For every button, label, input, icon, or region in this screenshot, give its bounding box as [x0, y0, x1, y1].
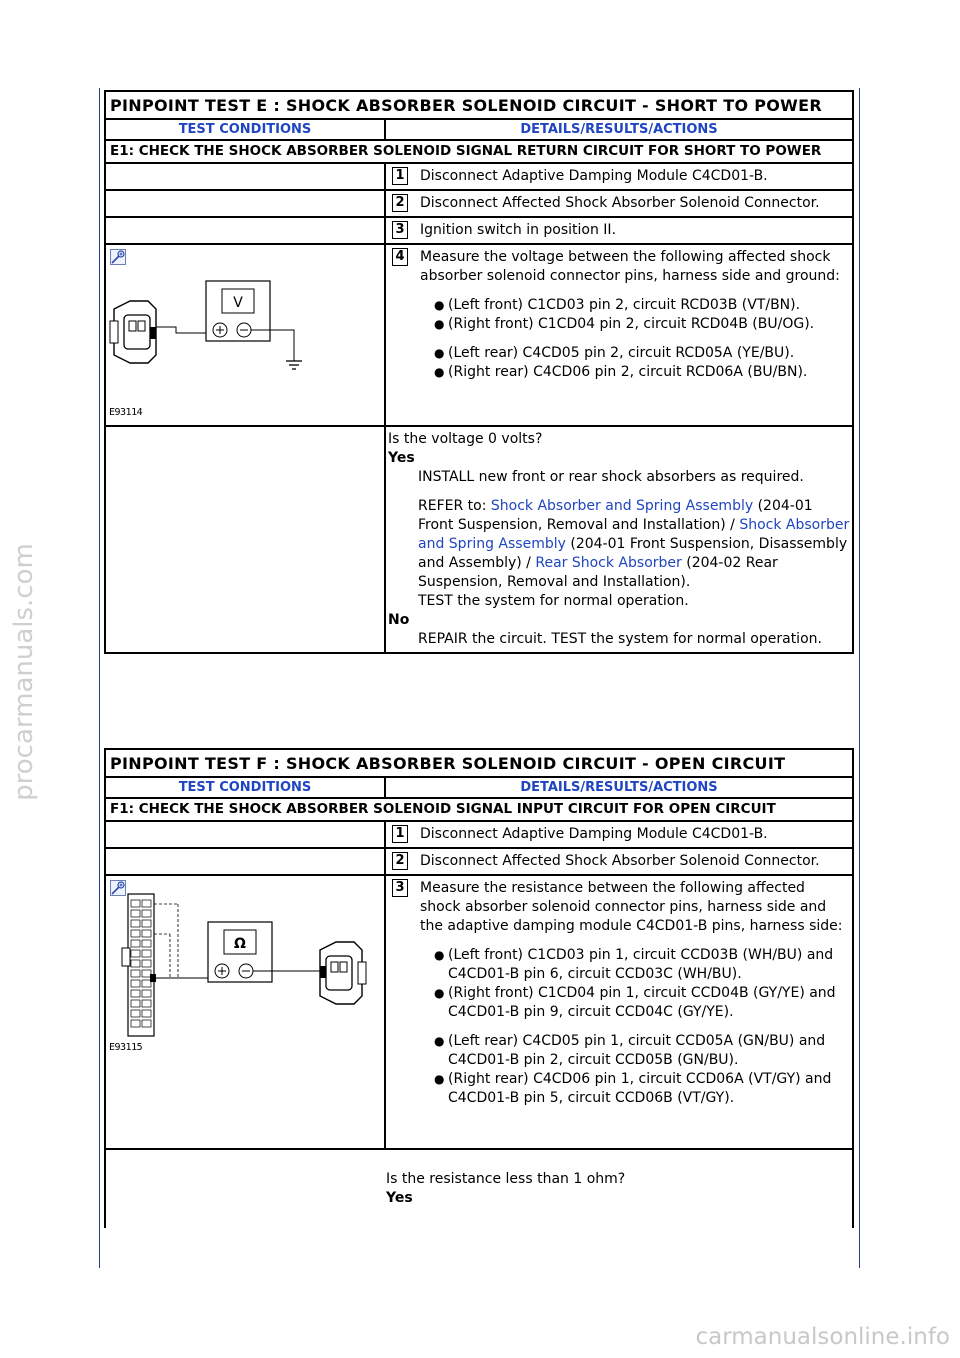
test-f-figure	[106, 876, 386, 1148]
zoom-icon[interactable]	[110, 249, 126, 265]
step-number: 4	[392, 248, 408, 266]
no-label: No	[388, 612, 410, 628]
meter-symbol: V	[233, 295, 243, 311]
side-watermark: procarmanuals.com	[9, 543, 39, 801]
meter-symbol: Ω	[234, 936, 246, 952]
header-details-results: DETAILS/RESULTS/ACTIONS	[520, 122, 718, 137]
left-margin-line	[99, 88, 100, 1268]
test-e-step-4	[106, 245, 852, 427]
step-text: Disconnect Affected Shock Absorber Solenoid Connector.	[420, 853, 820, 869]
step-text: Disconnect Adaptive Damping Module C4CD01-B.	[420, 168, 768, 184]
header-test-conditions: TEST CONDITIONS	[106, 120, 386, 139]
link-rear-shock-absorber[interactable]: Rear Shock Absorber	[535, 555, 682, 571]
header-details-results: DETAILS/RESULTS/ACTIONS	[520, 780, 718, 795]
no-action: REPAIR the circuit. TEST the system for normal operation.	[418, 631, 822, 647]
test-f-header	[106, 778, 852, 799]
test-e-title: PINPOINT TEST E : SHOCK ABSORBER SOLENOID CIRCUIT - SHORT TO POWER	[106, 92, 852, 120]
voltage-test-diagram	[106, 269, 382, 409]
step-number: 1	[392, 167, 408, 185]
pinpoint-test-e	[104, 90, 854, 654]
header-test-conditions: TEST CONDITIONS	[106, 778, 386, 797]
step-number: 2	[392, 852, 408, 870]
test-f-results	[106, 1150, 852, 1228]
yes-label: Yes	[386, 1190, 413, 1206]
yes-action: INSTALL new front or rear shock absorbers as required.	[418, 469, 804, 485]
test-f-step-2	[106, 849, 852, 876]
bullet-item: ● (Left rear) C4CD05 pin 2, circuit RCD05A (YE/BU).	[434, 345, 795, 361]
question: Is the resistance less than 1 ohm?	[386, 1171, 626, 1187]
figure-caption: E93115	[109, 1042, 143, 1053]
test-e-figure	[106, 245, 386, 425]
step-number: 2	[392, 194, 408, 212]
link-shock-absorber-spring-disassembly[interactable]: Shock Absorber and Spring Assembly	[418, 517, 850, 552]
test-e-step-title: E1: CHECK THE SHOCK ABSORBER SOLENOID SIGNAL RETURN CIRCUIT FOR SHORT TO POWER	[106, 141, 852, 164]
bottom-watermark: carmanualsonline.info	[695, 1324, 950, 1350]
right-margin-line	[859, 88, 860, 1268]
link-shock-absorber-spring-removal[interactable]: Shock Absorber and Spring Assembly	[490, 498, 754, 514]
bullet-item: ● (Right rear) C4CD06 pin 2, circuit RCD06A (BU/BN).	[434, 364, 808, 380]
test-f-step-title: F1: CHECK THE SHOCK ABSORBER SOLENOID SIGNAL INPUT CIRCUIT FOR OPEN CIRCUIT	[106, 799, 852, 822]
step-text: Measure the resistance between the following affected shock absorber solenoid connector pins, harness side and the adaptive damping module C4CD01-B pins, harness side:	[420, 880, 843, 934]
resistance-test-diagram	[106, 890, 382, 1040]
bullet-item: ● (Left rear) C4CD05 pin 1, circuit CCD05A (GN/BU) and C4CD01-B pin 2, circuit CCD05B (GN/BU).	[434, 1033, 826, 1068]
step-text: Ignition switch in position II.	[420, 222, 617, 238]
test-f-title: PINPOINT TEST F : SHOCK ABSORBER SOLENOID CIRCUIT - OPEN CIRCUIT	[106, 750, 852, 778]
test-e-results	[106, 427, 852, 652]
test-e-step-3	[106, 218, 852, 245]
step-text: Disconnect Adaptive Damping Module C4CD01-B.	[420, 826, 768, 842]
step-text: Disconnect Affected Shock Absorber Solenoid Connector.	[420, 195, 820, 211]
question: Is the voltage 0 volts?	[388, 431, 543, 447]
refer-block: REFER to: Shock Absorber and Spring Assembly (204-01 Front Suspension, Removal and Installation) / Shock Absorber and Spring Assembly (204-01 Front Suspension, Disassembly and Assembly) / Rear Shock Absorber (204-02 Rear Suspension, Removal and Installation).	[418, 498, 850, 590]
bullet-item: ● (Left front) C1CD03 pin 2, circuit RCD03B (VT/BN).	[434, 297, 801, 313]
test-e-step-1	[106, 164, 852, 191]
test-e-header	[106, 120, 852, 141]
test-f-step-1	[106, 822, 852, 849]
step-number: 3	[392, 879, 408, 897]
pinpoint-test-f	[104, 748, 854, 1228]
yes-label: Yes	[388, 450, 415, 466]
bullet-item: ● (Left front) C1CD03 pin 1, circuit CCD03B (WH/BU) and C4CD01-B pin 6, circuit CCD03C (WH/BU).	[434, 947, 834, 982]
test-e-step-2	[106, 191, 852, 218]
test-f-step-3	[106, 876, 852, 1150]
figure-caption: E93114	[109, 407, 143, 418]
step-number: 3	[392, 221, 408, 239]
bullet-item: ● (Right front) C1CD04 pin 2, circuit RCD04B (BU/OG).	[434, 316, 815, 332]
test-action: TEST the system for normal operation.	[418, 593, 689, 609]
step-text: Measure the voltage between the following affected shock absorber solenoid connector pins, harness side and ground:	[420, 249, 840, 284]
bullet-item: ● (Right rear) C4CD06 pin 1, circuit CCD06A (VT/GY) and C4CD01-B pin 5, circuit CCD06B (VT/GY).	[434, 1071, 832, 1106]
bullet-item: ● (Right front) C1CD04 pin 1, circuit CCD04B (GY/YE) and C4CD01-B pin 9, circuit CCD04C (GY/YE).	[434, 985, 836, 1020]
step-number: 1	[392, 825, 408, 843]
